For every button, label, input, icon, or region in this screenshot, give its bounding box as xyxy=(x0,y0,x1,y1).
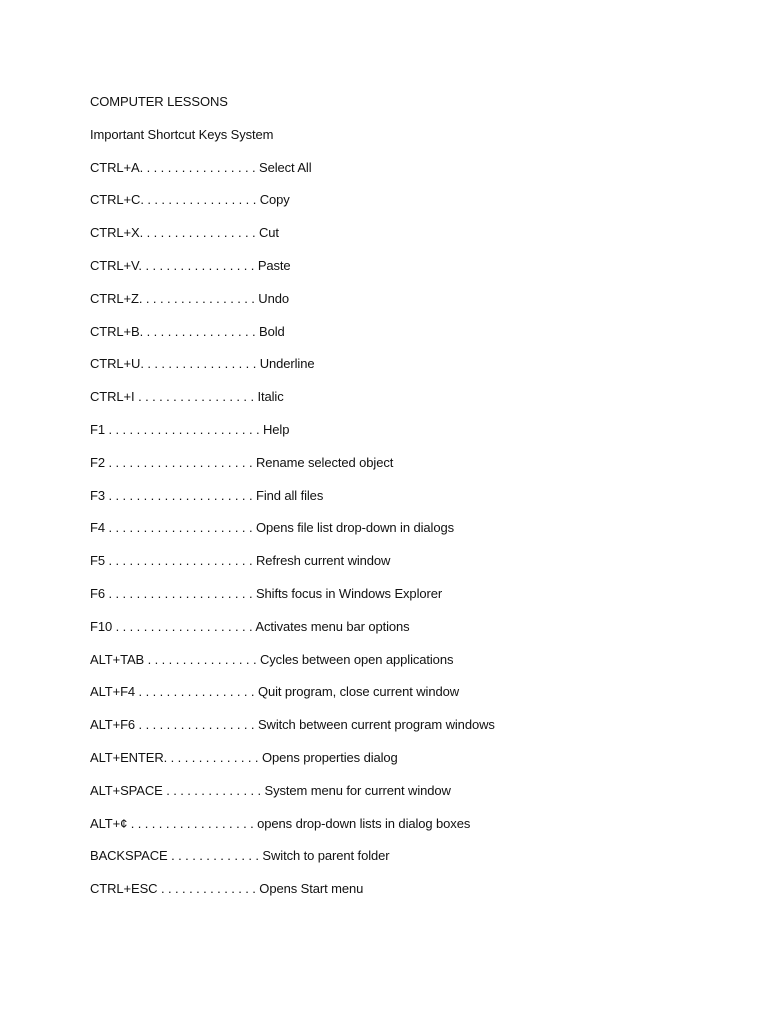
shortcut-line: CTRL+B. . . . . . . . . . . . . . . . . Bold xyxy=(90,323,285,339)
shortcut-line: CTRL+ESC . . . . . . . . . . . . . . Opens Start menu xyxy=(90,881,364,897)
shortcut-line: BACKSPACE . . . . . . . . . . . . . Switch to parent folder xyxy=(90,848,390,864)
shortcut-line: ALT+F6 . . . . . . . . . . . . . . . . . Switch between current program windows xyxy=(90,717,495,733)
shortcut-line: F6 . . . . . . . . . . . . . . . . . . . . . Shifts focus in Windows Explorer xyxy=(90,585,443,601)
shortcut-line: F3 . . . . . . . . . . . . . . . . . . . . . Find all files xyxy=(90,487,324,503)
shortcut-line: ALT+F4 . . . . . . . . . . . . . . . . . Quit program, close current window xyxy=(90,684,460,700)
shortcut-line: ALT+¢ . . . . . . . . . . . . . . . . . . opens drop-down lists in dialog boxes xyxy=(90,815,471,831)
shortcut-line: ALT+ENTER. . . . . . . . . . . . . . Opens properties dialog xyxy=(90,749,398,765)
shortcut-line: F1 . . . . . . . . . . . . . . . . . . . . . . Help xyxy=(90,421,290,437)
shortcut-line: CTRL+C. . . . . . . . . . . . . . . . . Copy xyxy=(90,192,290,208)
shortcut-line: CTRL+V. . . . . . . . . . . . . . . . . Paste xyxy=(90,257,291,273)
shortcut-line: F10 . . . . . . . . . . . . . . . . . . . . Activates menu bar options xyxy=(90,618,410,634)
shortcut-line: CTRL+Z. . . . . . . . . . . . . . . . . Undo xyxy=(90,290,289,306)
shortcut-line: F4 . . . . . . . . . . . . . . . . . . . . . Opens file list drop-down in dialogs xyxy=(90,520,454,536)
shortcut-line: CTRL+A. . . . . . . . . . . . . . . . . Select All xyxy=(90,159,312,175)
shortcut-line: CTRL+X. . . . . . . . . . . . . . . . . Cut xyxy=(90,225,279,241)
shortcut-line: ALT+TAB . . . . . . . . . . . . . . . . Cycles between open applications xyxy=(90,651,454,667)
document-title: COMPUTER LESSONS xyxy=(90,94,228,109)
document-page xyxy=(90,93,750,913)
shortcut-line: CTRL+U. . . . . . . . . . . . . . . . . Underline xyxy=(90,356,315,372)
shortcut-line: F5 . . . . . . . . . . . . . . . . . . . . . Refresh current window xyxy=(90,553,391,569)
shortcut-line: CTRL+I . . . . . . . . . . . . . . . . . Italic xyxy=(90,389,284,405)
shortcut-line: F2 . . . . . . . . . . . . . . . . . . . . . Rename selected object xyxy=(90,454,394,470)
shortcut-line: ALT+SPACE . . . . . . . . . . . . . . System menu for current window xyxy=(90,782,451,798)
document-subtitle: Important Shortcut Keys System xyxy=(90,126,274,142)
